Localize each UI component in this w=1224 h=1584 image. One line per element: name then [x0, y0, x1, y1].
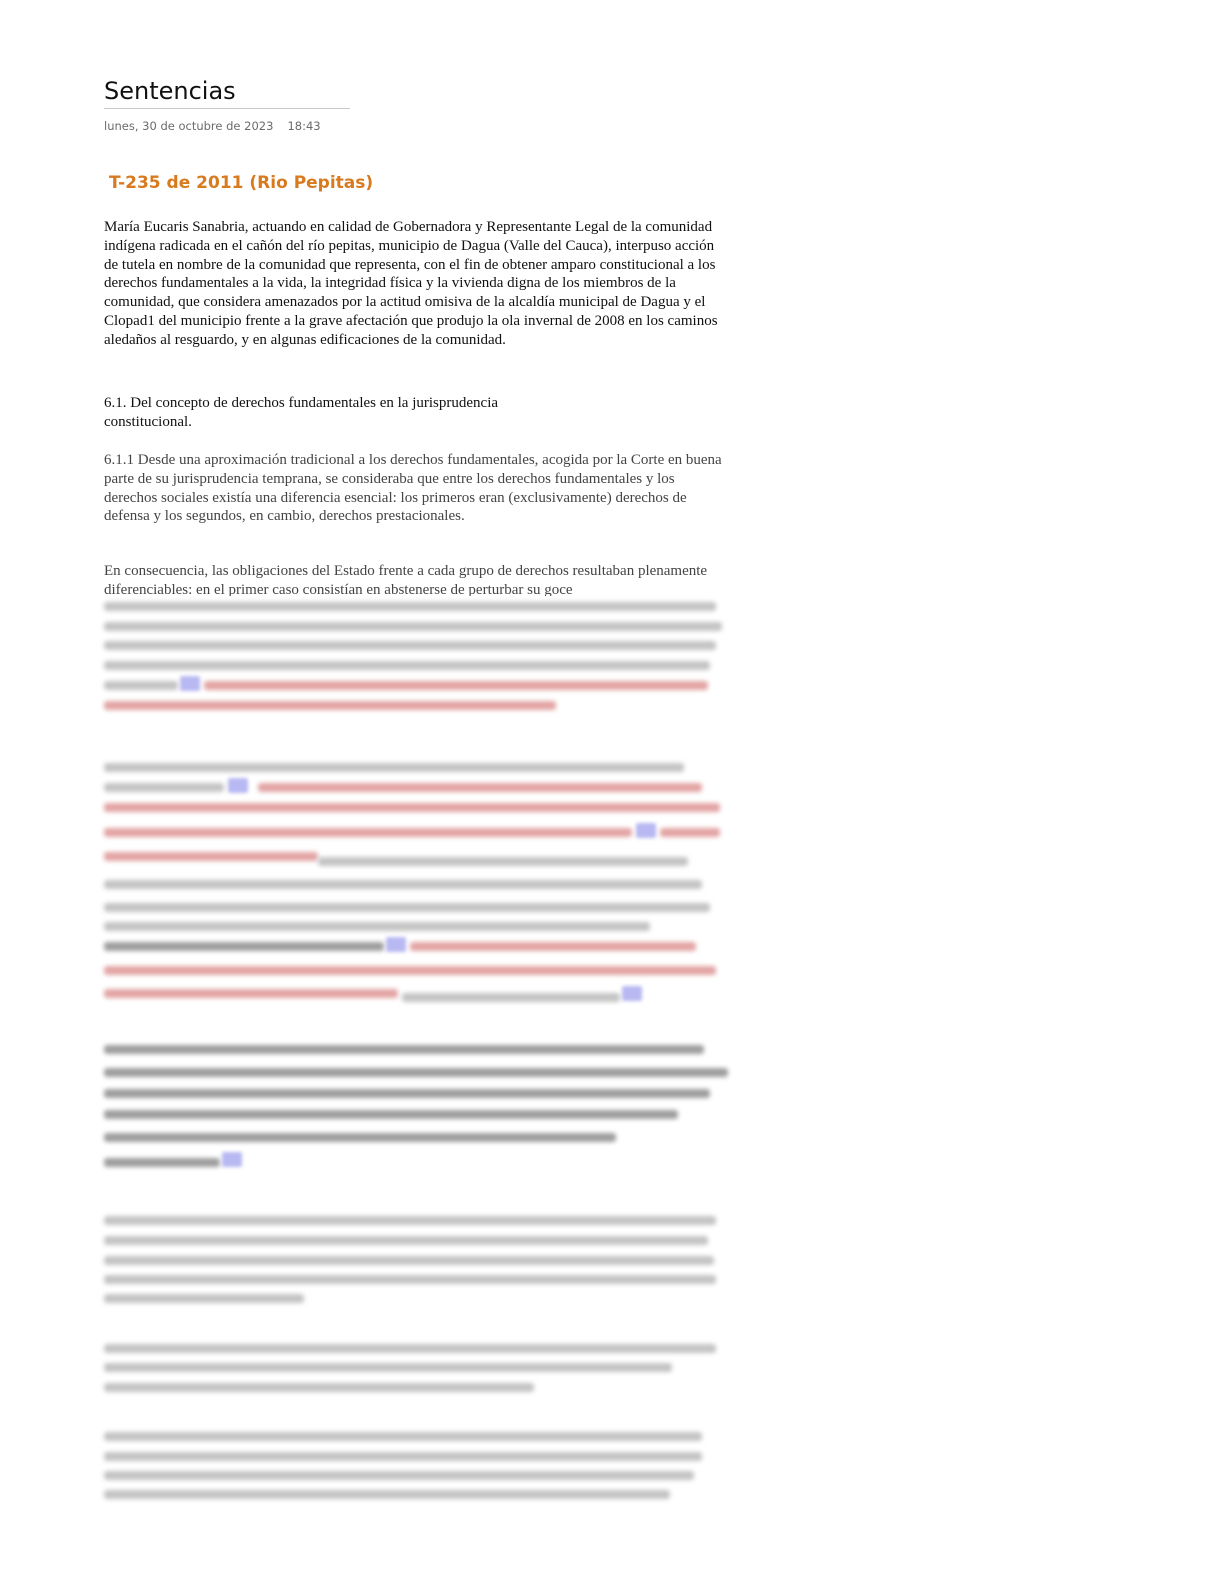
blurred-line	[104, 1045, 704, 1054]
blurred-line	[104, 1471, 694, 1480]
blurred-line-highlighted	[104, 989, 398, 998]
blurred-line	[104, 1216, 716, 1225]
title-divider	[104, 108, 350, 109]
blurred-line-highlighted	[660, 828, 720, 837]
page-date: lunes, 30 de octubre de 2023	[104, 119, 274, 133]
blurred-line-highlighted	[258, 783, 702, 792]
page-title: Sentencias	[104, 77, 236, 105]
footnote-marker	[386, 937, 406, 952]
page-date-line	[104, 118, 321, 134]
footnote-marker	[636, 823, 656, 838]
blurred-line	[104, 783, 224, 792]
footnote-marker	[222, 1152, 242, 1167]
blurred-line	[104, 1344, 716, 1353]
footnote-marker	[180, 676, 200, 691]
blurred-line	[104, 1068, 728, 1077]
footnote-marker	[228, 778, 248, 793]
blurred-line	[104, 1294, 304, 1303]
blurred-line	[318, 857, 688, 866]
paragraph-consequences: En consecuencia, las obligaciones del Estado frente a cada grupo de derechos resultaban plenamente diferenciables: en el primer caso consistían en abstenerse de perturbar su goce	[104, 563, 708, 596]
blurred-line	[104, 903, 710, 912]
blurred-line	[104, 661, 710, 670]
blurred-line	[104, 763, 684, 772]
blurred-line	[104, 1133, 616, 1142]
blurred-line	[104, 942, 384, 951]
blurred-line-highlighted	[104, 701, 556, 710]
blurred-line	[104, 641, 716, 650]
blurred-line	[104, 880, 702, 889]
blurred-line	[104, 1110, 678, 1119]
blurred-line	[104, 1363, 672, 1372]
blurred-line	[104, 1452, 702, 1461]
blurred-line-highlighted	[104, 803, 720, 812]
blurred-line	[104, 1432, 702, 1441]
blurred-line	[104, 602, 716, 611]
blurred-line	[104, 1158, 220, 1167]
paragraph-traditional-approach: 6.1.1 Desde una aproximación tradicional a los derechos fundamentales, acogida por la Corte en buena parte de su jurisprudencia temprana, se consideraba que entre los derechos fundamentales y los derechos sociales existía una diferencia esencial: los primeros eran (exclusivamente) derechos de defensa y los segundos, en cambio, derechos prestacionales.	[104, 452, 722, 525]
blurred-line	[104, 1490, 670, 1499]
blurred-line	[104, 922, 650, 931]
blurred-line-highlighted	[410, 942, 696, 951]
blurred-line-highlighted	[104, 966, 716, 975]
blurred-line	[104, 1089, 710, 1098]
paragraph-case-summary: María Eucaris Sanabria, actuando en calidad de Gobernadora y Representante Legal de la comunidad indígena radicada en el cañón del río pepitas, municipio de Dagua (Valle del Cauca), interpuso acción de tutela en nombre de la comunidad que representa, con el fin de obtener amparo constitucional a los derechos fundamentales a la vida, la integridad física y la vivienda digna de los miembros de la comunidad, que considera amenazados por la actitud omisiva de la alcaldía municipal de Dagua y el Clopad1 del municipio frente a la grave afectación que produjo la ola invernal de 2008 en los caminos aledaños al resguardo, y en algunas edificaciones de la comunidad.	[104, 219, 718, 348]
blurred-line-highlighted	[104, 828, 632, 837]
paragraph-subsection-title: 6.1. Del concepto de derechos fundamentales en la jurisprudencia constitucional.	[104, 395, 499, 430]
blurred-line	[104, 1236, 708, 1245]
blurred-line-highlighted	[204, 681, 708, 690]
blurred-line	[104, 681, 178, 690]
page-time: 18:43	[287, 119, 321, 133]
blurred-line-highlighted	[104, 852, 318, 861]
blurred-line	[104, 1275, 716, 1284]
blurred-line	[104, 1383, 534, 1392]
section-heading: T-235 de 2011 (Rio Pepitas)	[109, 173, 374, 193]
blurred-line	[402, 993, 620, 1002]
footnote-marker	[622, 986, 642, 1001]
blurred-line	[104, 622, 722, 631]
blurred-line	[104, 1256, 714, 1265]
